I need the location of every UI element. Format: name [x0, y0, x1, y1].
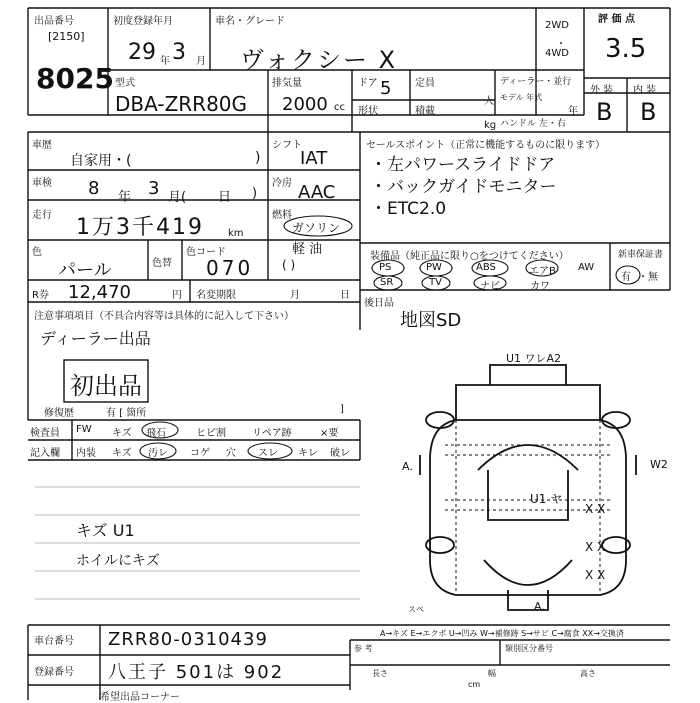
seats-label: 定員 — [415, 78, 435, 89]
history-close: ) — [255, 150, 261, 166]
history-value: 自家用・( — [70, 153, 132, 169]
shift-value: IAT — [300, 148, 328, 169]
insp-r1-0: FW — [76, 424, 92, 435]
equip-pw: PW — [426, 262, 442, 273]
repair-label: 修復歴 — [44, 408, 74, 419]
warranty-no: ・無 — [638, 272, 658, 283]
insp-r1-4: リペア跡 — [252, 428, 292, 439]
color-value: パール — [58, 260, 112, 281]
damage-legend: A→キズ E→エクボ U→凹み W→補修跡 S→サビ C→腐食 XX→交換済 — [380, 629, 624, 638]
color-label: 色 — [32, 247, 42, 258]
sales-point-1: ・左パワースライドドア — [370, 155, 556, 175]
equip-navi: ナビ — [480, 281, 500, 292]
equipment-label: 装備品（純正品に限り○をつけてください） — [370, 251, 569, 262]
insp-r2-1: キズ — [112, 448, 132, 459]
inspection-month: 3 — [148, 178, 160, 199]
doors-value: 5 — [380, 78, 392, 99]
insp-r2-6: キレ — [298, 448, 318, 459]
color-code-value: 070 — [206, 256, 254, 280]
name-value: ヴォクシー X — [240, 46, 398, 74]
notes-line1: ディーラー出品 — [40, 329, 151, 348]
model-year-label: モデル 年式 — [500, 93, 543, 102]
recycle-value: 12,470 — [68, 282, 131, 303]
ref-label: 参 考 — [354, 644, 373, 653]
inspection-day: 日 — [218, 190, 232, 205]
mileage-label: 走行 — [32, 210, 52, 221]
color-code-label: 色コード — [186, 247, 226, 258]
year-unit: 年 — [568, 106, 578, 117]
recycle-label: R券 — [32, 290, 49, 301]
sales-point-2: ・バックガイドモニター — [370, 177, 557, 197]
aftermarket-value: 地図SD — [400, 310, 462, 331]
insp-r1-1: キズ — [112, 428, 132, 439]
cc-value: 2000 — [282, 94, 328, 115]
inspection-year-unit: 年 — [118, 190, 132, 205]
lot-label: 出品番号 — [34, 16, 74, 27]
diagram-mark-left: A. — [402, 460, 413, 473]
lot-number: 8025 — [36, 62, 114, 95]
bottom-text: 希望出品コーナー — [100, 692, 180, 703]
registration-label: 登録番号 — [34, 667, 74, 678]
insp-r2-5: スレ — [258, 448, 278, 459]
repair-close: ] — [340, 404, 344, 415]
inspection-year: 8 — [88, 178, 100, 199]
insp-r1-3: ヒビ割 — [196, 428, 226, 439]
fuel-label: 燃料 — [272, 210, 292, 221]
int-label: 内 装 — [633, 85, 657, 96]
repair-value: 有 [ 箇所 — [106, 408, 147, 419]
diagram-mark-center: U1 ヤ — [530, 492, 563, 506]
ac-label: 冷房 — [272, 178, 292, 189]
shape-label: 形状 — [358, 106, 378, 117]
equip-sr: SR — [380, 277, 394, 288]
reg-year-unit: 年 — [160, 56, 170, 67]
title-change-month: 月 — [290, 290, 300, 301]
drive-dot: ・ — [556, 39, 566, 50]
registration-value: 八王子 501は 902 — [108, 662, 285, 683]
lot-sub: [2150] — [48, 30, 85, 43]
equip-leather: カワ — [530, 281, 550, 292]
equip-tv: TV — [429, 277, 442, 288]
notes-line2: 初出品 — [70, 372, 142, 400]
width-label: 幅 — [488, 669, 496, 678]
insp-r2-4: 穴 — [226, 448, 236, 459]
reg-month-unit: 月 — [196, 56, 206, 67]
chassis-label: 車台番号 — [34, 636, 74, 647]
aftermarket-label: 後日品 — [364, 298, 394, 309]
notes-label: 注意事項項目（不具合内容等は具体的に記入して下さい） — [34, 311, 294, 322]
recycle-unit: 円 — [172, 290, 182, 301]
inspection-month-unit: 月( — [168, 190, 187, 205]
equip-ps: PS — [379, 262, 392, 273]
model-value: DBA-ZRR80G — [115, 92, 248, 116]
drive-4wd: 4WD — [545, 48, 569, 59]
mileage-unit: km — [228, 228, 244, 239]
fuel-gas: ガソリン — [292, 221, 341, 235]
ac-value: AAC — [298, 182, 336, 203]
handle-label: ハンドル 左・右 — [500, 119, 566, 129]
name-label: 車名・グレード — [215, 16, 285, 27]
equip-airbag: エアB — [529, 266, 556, 277]
score-label: 評 価 点 — [598, 14, 635, 25]
length-label: 長さ — [372, 669, 388, 678]
chassis-value: ZRR80-0310439 — [108, 629, 268, 650]
reg-year: 29 — [128, 40, 156, 65]
diagram-mark-x2: X X — [585, 540, 606, 554]
insp-r2-7: 破レ — [330, 448, 350, 459]
cc-label: 排気量 — [272, 78, 302, 89]
diagram-mark-front: U1 ワレA2 — [506, 352, 562, 365]
dealer-label: ディーラー・並行 — [500, 77, 572, 87]
diagram-mark-spare: スペ — [408, 605, 424, 614]
history-label: 車歴 — [32, 140, 52, 151]
kg-unit: kg — [484, 120, 497, 131]
fuel-diesel: 軽 油 — [292, 242, 323, 257]
drive-2wd: 2WD — [545, 20, 569, 31]
ext-label: 外 装 — [590, 85, 614, 96]
category-label: 類別区分番号 — [505, 644, 553, 653]
inspector-label1: 検査員 — [30, 428, 60, 439]
fuel-paren: ( ) — [282, 258, 296, 272]
sales-point-3: ・ETC2.0 — [370, 199, 447, 219]
diagram-mark-right: W2 — [650, 458, 668, 471]
insp-r2-2: 汚レ — [148, 448, 168, 459]
reg-label: 初度登録年月 — [113, 16, 173, 27]
inspection-close: ) — [252, 186, 258, 201]
shift-label: シフト — [272, 140, 302, 151]
diagram-mark-rear: A. — [534, 600, 545, 613]
insp-r2-0: 内装 — [76, 448, 96, 459]
height-label: 高さ — [580, 669, 596, 678]
cm-unit: cm — [468, 680, 481, 689]
cc-unit: cc — [334, 102, 345, 113]
title-change-day: 日 — [340, 290, 350, 301]
load-label: 積載 — [415, 106, 435, 117]
model-label: 型式 — [115, 78, 135, 89]
handwritten-note-2: ホイルにキズ — [76, 553, 160, 569]
equip-abs: ABS — [476, 262, 496, 273]
handwritten-note-1: キズ U1 — [76, 521, 135, 540]
warranty-label: 新車保証書 — [618, 250, 664, 260]
equip-aw: AW — [578, 262, 595, 273]
mileage-value: 1万3千419 — [76, 215, 204, 240]
insp-r1-5: ×要 — [320, 428, 339, 439]
insp-r1-2: 飛石 — [146, 428, 166, 439]
sales-points-label: セールスポイント（正常に機能するものに限ります） — [366, 140, 606, 151]
reg-month: 3 — [172, 40, 186, 65]
score-value: 3.5 — [605, 34, 647, 64]
person-unit: 人 — [484, 96, 494, 107]
inspector-label2: 記入欄 — [30, 448, 60, 459]
diagram-mark-x1: X X — [585, 502, 606, 516]
color-name-label: 色替 — [152, 258, 172, 269]
warranty-yes: 有 — [621, 272, 631, 283]
int-value: B — [640, 98, 657, 126]
insp-r2-3: コゲ — [190, 448, 210, 459]
inspection-label: 車検 — [32, 178, 52, 189]
doors-label: ドア — [358, 78, 378, 89]
diagram-mark-x3: X X — [585, 568, 606, 582]
title-change-label: 名変期限 — [196, 290, 236, 301]
ext-value: B — [596, 98, 613, 126]
